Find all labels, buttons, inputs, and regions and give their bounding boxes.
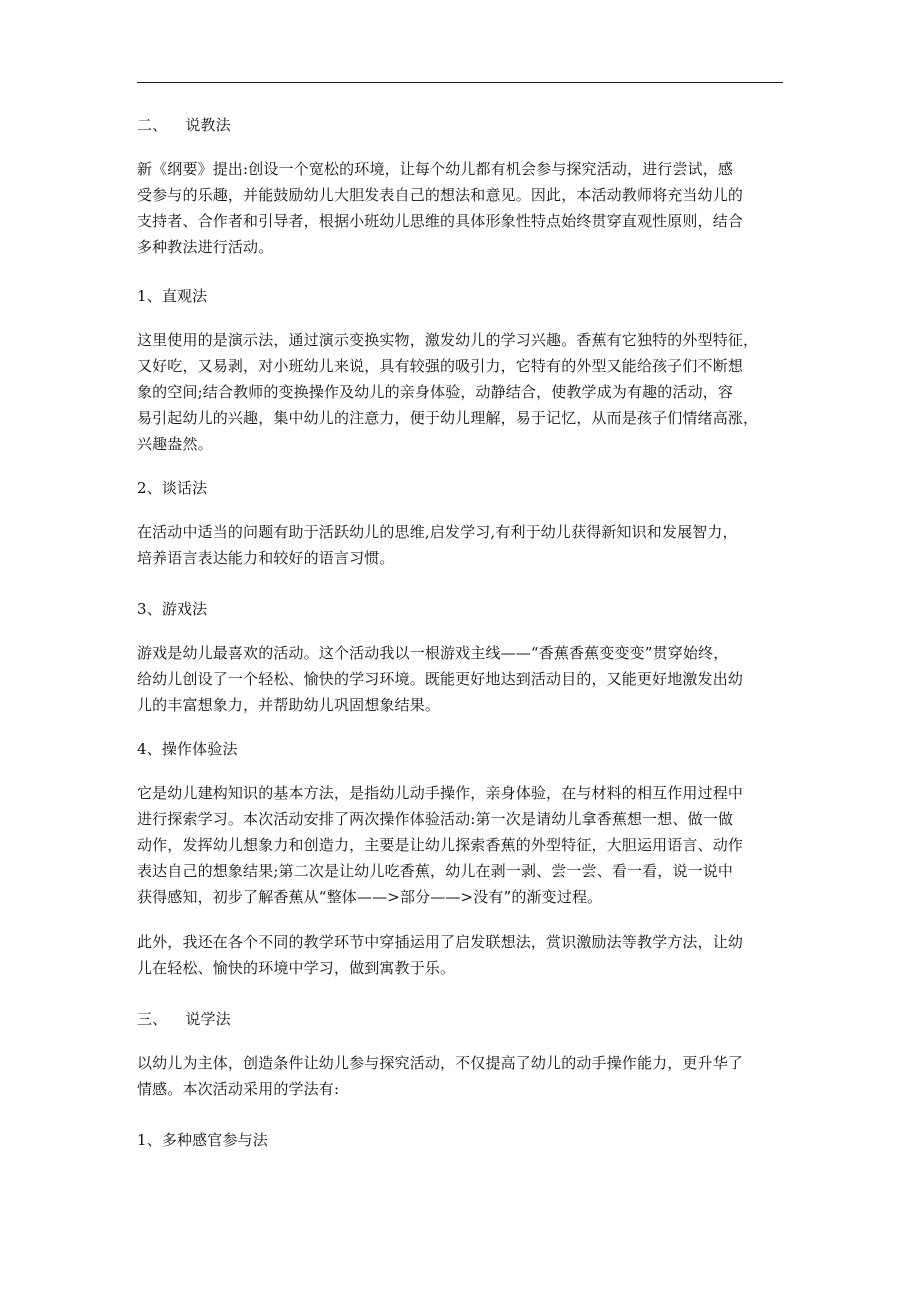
text-line: 此外，我还在各个不同的教学环节中穿插运用了启发联想法，赏识激励法等教学方法，让幼 xyxy=(137,933,744,951)
paragraph-learning-methods xyxy=(137,1050,787,1102)
text-line: 获得感知，初步了解香蕉从“整体——>部分——>没有”的渐变过程。 xyxy=(137,888,603,906)
subheading-2: 2、谈话法 xyxy=(137,479,208,497)
header-rule xyxy=(137,82,783,83)
section-heading-3 xyxy=(137,1006,787,1032)
text-line: 游戏是幼儿最喜欢的活动。这个活动我以一根游戏主线——“香蕉香蕉变变变”贯穿始终， xyxy=(137,644,729,662)
section-title: 说教法 xyxy=(185,116,231,134)
text-line: 它是幼儿建构知识的基本方法，是指幼儿动手操作，亲身体验，在与材料的相互作用过程中 xyxy=(137,784,744,802)
text-line: 表达自己的想象结果;第二次是让幼儿吃香蕉，幼儿在剥一剥、尝一尝、看一看，说一说中 xyxy=(137,862,734,880)
text-line: 进行探索学习。本次活动安排了两次操作体验活动:第一次是请幼儿拿香蕉想一想、做一做 xyxy=(137,810,734,828)
text-line: 这里使用的是演示法，通过演示变换实物，激发幼儿的学习兴趣。香蕉有它独特的外型特征， xyxy=(137,331,759,349)
section-number: 二、 xyxy=(137,116,168,134)
text-line: 动作，发挥幼儿想象力和创造力，主要是让幼儿探索香蕉的外型特征，大胆运用语言、动作 xyxy=(137,836,744,854)
text-line: 儿在轻松、愉快的环境中学习，做到寓教于乐。 xyxy=(137,959,456,977)
paragraph-2 xyxy=(137,519,787,571)
subheading-5: 1、多种感官参与法 xyxy=(137,1131,268,1149)
subheading-4: 4、操作体验法 xyxy=(137,740,238,758)
paragraph-3 xyxy=(137,640,787,718)
section-number: 三、 xyxy=(137,1010,168,1028)
paragraph-intro xyxy=(137,156,787,260)
section-title: 说学法 xyxy=(185,1010,231,1028)
text-line: 象的空间;结合教师的变换操作及幼儿的亲身体验，动静结合，使教学成为有趣的活动，容 xyxy=(137,383,734,401)
subheading-1: 1、直观法 xyxy=(137,287,208,305)
text-line: 给幼儿创设了一个轻松、愉快的学习环境。既能更好地达到活动目的，又能更好地激发出幼 xyxy=(137,670,744,688)
text-line: 兴趣盎然。 xyxy=(137,435,213,453)
subheading-3: 3、游戏法 xyxy=(137,600,208,618)
section-heading-2 xyxy=(137,112,787,138)
text-line: 以幼儿为主体，创造条件让幼儿参与探究活动，不仅提高了幼儿的动手操作能力，更升华了 xyxy=(137,1054,744,1072)
text-line: 儿的丰富想象力，并帮助幼儿巩固想象结果。 xyxy=(137,696,441,714)
text-line: 在活动中适当的问题有助于活跃幼儿的思维,启发学习,有利于幼儿获得新知识和发展智力， xyxy=(137,523,738,541)
paragraph-other-methods xyxy=(137,929,787,981)
text-line: 多种教法进行活动。 xyxy=(137,238,274,256)
text-line: 受参与的乐趣，并能鼓励幼儿大胆发表自己的想法和意见。因此，本活动教师将充当幼儿的 xyxy=(137,186,744,204)
text-line: 易引起幼儿的兴趣，集中幼儿的注意力，便于幼儿理解，易于记忆，从而是孩子们情绪高涨， xyxy=(137,409,759,427)
text-line: 新《纲要》提出:创设一个宽松的环境，让每个幼儿都有机会参与探究活动，进行尝试，感 xyxy=(137,160,734,178)
text-line: 情感。本次活动采用的学法有: xyxy=(137,1080,340,1098)
text-line: 培养语言表达能力和较好的语言习惯。 xyxy=(137,549,395,567)
text-line: 支持者、合作者和引导者，根据小班幼儿思维的具体形象性特点始终贯穿直观性原则，结合 xyxy=(137,212,744,230)
text-line: 又好吃，又易剥，对小班幼儿来说，具有较强的吸引力，它特有的外型又能给孩子们不断想 xyxy=(137,357,744,375)
paragraph-1 xyxy=(137,327,787,457)
paragraph-4 xyxy=(137,780,787,910)
